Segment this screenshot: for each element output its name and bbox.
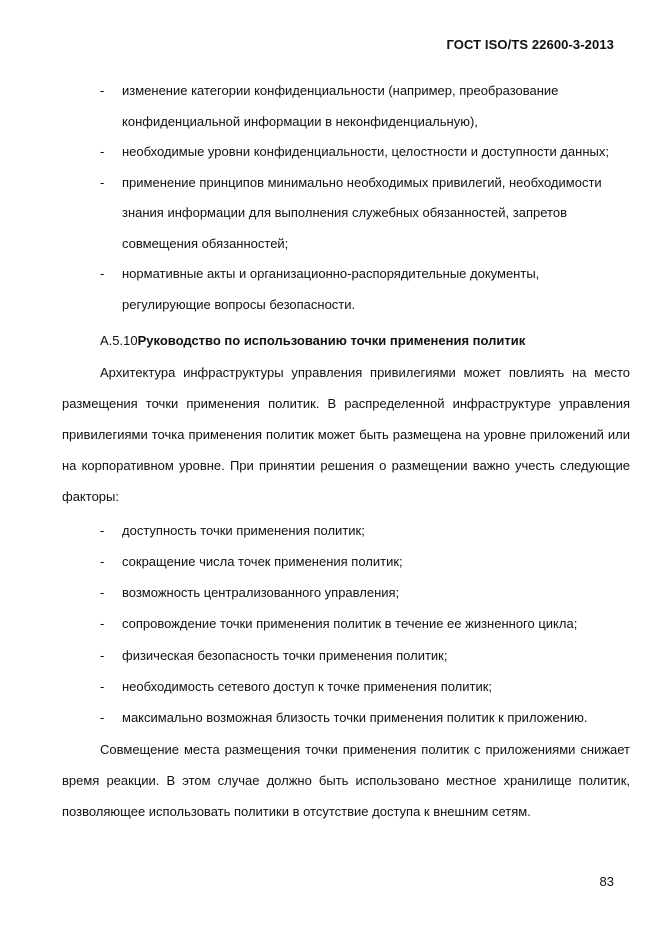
list-item [62,259,630,320]
list-item-text: применение принципов минимально необходимых привилегий, необходимости знания информации для выполнения служебных обязанностей, запретов совмещения обязанностей; [122,174,602,251]
paragraph-colocation: Совмещение места размещения точки применения политик с приложениями снижает время реакции. В этом случае должно быть использовано местное хранилище политик, позволяющее использовать политики в отсутствие доступа к внешним сетям. [62,741,630,819]
page-number: 83 [599,874,614,889]
list-dash: - [100,585,105,601]
section-heading [62,326,630,357]
list-item [62,515,630,546]
list-item [62,577,630,608]
list-item [62,137,630,168]
section-number: A.5.10 [100,333,138,348]
list-dash: - [100,83,105,98]
list-dash: - [100,616,105,632]
list-item-text: доступность точки применения политик; [122,522,365,538]
list-item-text: нормативные акты и организационно-распорядительные документы, регулирующие вопросы безопасности. [122,266,540,312]
list-item [62,546,630,577]
list-item [62,702,630,733]
list-item [62,608,630,639]
list-item [62,168,630,260]
list-dash: - [100,553,105,569]
list-item-text: максимально возможная близость точки применения политик к приложению. [122,710,588,726]
list-item-text: возможность централизованного управления; [122,585,400,601]
page-body [62,76,630,827]
list-item [62,671,630,702]
list-item-text: необходимость сетевого доступ к точке применения политик; [122,678,493,694]
requirements-list [62,76,630,320]
list-dash: - [100,647,105,663]
paragraph-architecture: Архитектура инфраструктуры управления привилегиями может повлиять на место размещения точки применения политик. В распределенной инфраструктуре управления привилегиями точка применения политик может быть размещена на уровне приложений или на корпоративном уровне. При принятии решения о размещении важно учесть следующие факторы: [62,364,630,504]
list-item-text: сокращение числа точек применения политик; [122,553,403,569]
list-dash: - [100,144,105,159]
list-item [62,640,630,671]
section-title: Руководство по использованию точки применения политик [137,333,526,348]
factors-list [62,515,630,734]
list-item-text: необходимые уровни конфиденциальности, целостности и доступности данных; [122,144,609,159]
list-dash: - [100,522,105,538]
list-item-text: изменение категории конфиденциальности (например, преобразование конфиденциальной информации в неконфиденциальную), [122,83,559,129]
document-header: ГОСТ ISO/TS 22600-3-2013 [446,37,614,52]
list-dash: - [100,174,105,190]
list-dash: - [100,678,105,694]
list-item-text: физическая безопасность точки применения политик; [122,647,448,663]
list-item-text: сопровождение точки применения политик в течение ее жизненного цикла; [122,616,578,632]
list-item [62,76,630,137]
list-dash: - [100,710,105,726]
list-dash: - [100,266,105,281]
